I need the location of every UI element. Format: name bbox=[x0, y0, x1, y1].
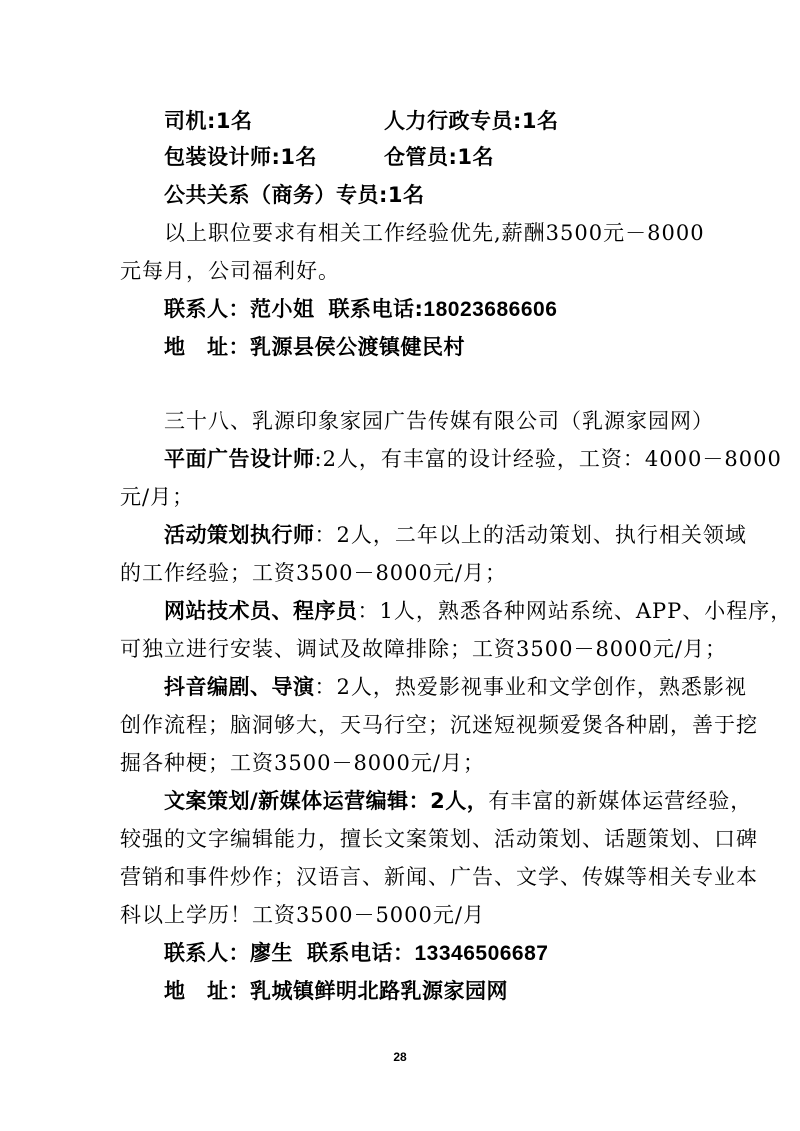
job1-detail: :2人，有丰富的设计经验，工资：4000－8000 bbox=[314, 447, 782, 471]
job5-title: 文案策划/新媒体运营编辑：2人， bbox=[164, 789, 489, 813]
job-hr-admin: 人力行政专员:1名 bbox=[384, 109, 559, 133]
job5-line2: 较强的文字编辑能力，擅长文案策划、活动策划、话题策划、口碑 bbox=[120, 827, 758, 851]
phone-number: 13346506687 bbox=[414, 942, 549, 965]
job4-detail: ：2人，热爱影视事业和文学创作，熟悉影视 bbox=[314, 675, 747, 699]
job4-line2: 创作流程；脑洞够大，天马行空；沉迷短视频爱煲各种剧，善于挖 bbox=[120, 713, 758, 737]
job4-title: 抖音编剧、导演 bbox=[164, 675, 315, 699]
address-value: 乳城镇鲜明北路乳源家园网 bbox=[250, 979, 508, 1003]
job-packaging-designer: 包装设计师:1名 bbox=[164, 145, 318, 169]
job2-detail: ：2人，二年以上的活动策划、执行相关领域 bbox=[314, 523, 747, 547]
job-warehouse: 仓管员:1名 bbox=[384, 145, 495, 169]
job4-line3: 掘各种梗；工资3500－8000元/月； bbox=[120, 751, 485, 775]
job1-title: 平面广告设计师 bbox=[164, 447, 315, 471]
requirement-note-line1: 以上职位要求有相关工作经验优先,薪酬3500元－8000 bbox=[164, 221, 705, 245]
company-heading: 三十八、乳源印象家园广告传媒有限公司（乳源家园网） bbox=[164, 409, 714, 433]
job3-detail: ：1人，熟悉各种网站系统、APP、小程序， bbox=[357, 599, 793, 623]
job2-line1 bbox=[164, 520, 747, 550]
job3-title: 网站技术员、程序员 bbox=[164, 599, 358, 623]
address-line-1 bbox=[164, 332, 465, 362]
job5-line3: 营销和事件炒作；汉语言、新闻、广告、文学、传媒等相关专业本 bbox=[120, 865, 758, 889]
job4-line1 bbox=[164, 672, 747, 702]
job1-line1 bbox=[164, 444, 782, 474]
contact-person: 联系人：范小姐 bbox=[164, 297, 315, 321]
phone-label: 联系电话: bbox=[328, 297, 424, 321]
phone-number: 18023686606 bbox=[423, 298, 558, 321]
contact-person: 联系人：廖生 bbox=[164, 941, 293, 965]
job5-line1 bbox=[164, 786, 752, 816]
job-pr: 公共关系（商务）专员:1名 bbox=[164, 183, 425, 207]
page-number: 28 bbox=[393, 1050, 407, 1064]
job5-detail: 有丰富的新媒体运营经验， bbox=[488, 789, 753, 813]
job3-line1 bbox=[164, 596, 792, 626]
address-label: 地 址： bbox=[164, 979, 250, 1003]
job1-line2: 元/月； bbox=[120, 485, 195, 509]
requirement-note-line2: 元每月，公司福利好。 bbox=[120, 259, 340, 283]
job-driver: 司机:1名 bbox=[164, 109, 253, 133]
job2-title: 活动策划执行师 bbox=[164, 523, 315, 547]
job3-line2: 可独立进行安装、调试及故障排除；工资3500－8000元/月； bbox=[120, 637, 727, 661]
job5-line4: 科以上学历！工资3500－5000元/月 bbox=[120, 903, 485, 927]
address-label: 地 址： bbox=[164, 335, 250, 359]
contact-line-2 bbox=[164, 938, 548, 969]
phone-label: 联系电话： bbox=[307, 941, 415, 965]
contact-line-1 bbox=[164, 294, 557, 325]
job2-line2: 的工作经验；工资3500－8000元/月； bbox=[120, 561, 507, 585]
address-line-2 bbox=[164, 976, 508, 1006]
address-value: 乳源县侯公渡镇健民村 bbox=[250, 335, 465, 359]
